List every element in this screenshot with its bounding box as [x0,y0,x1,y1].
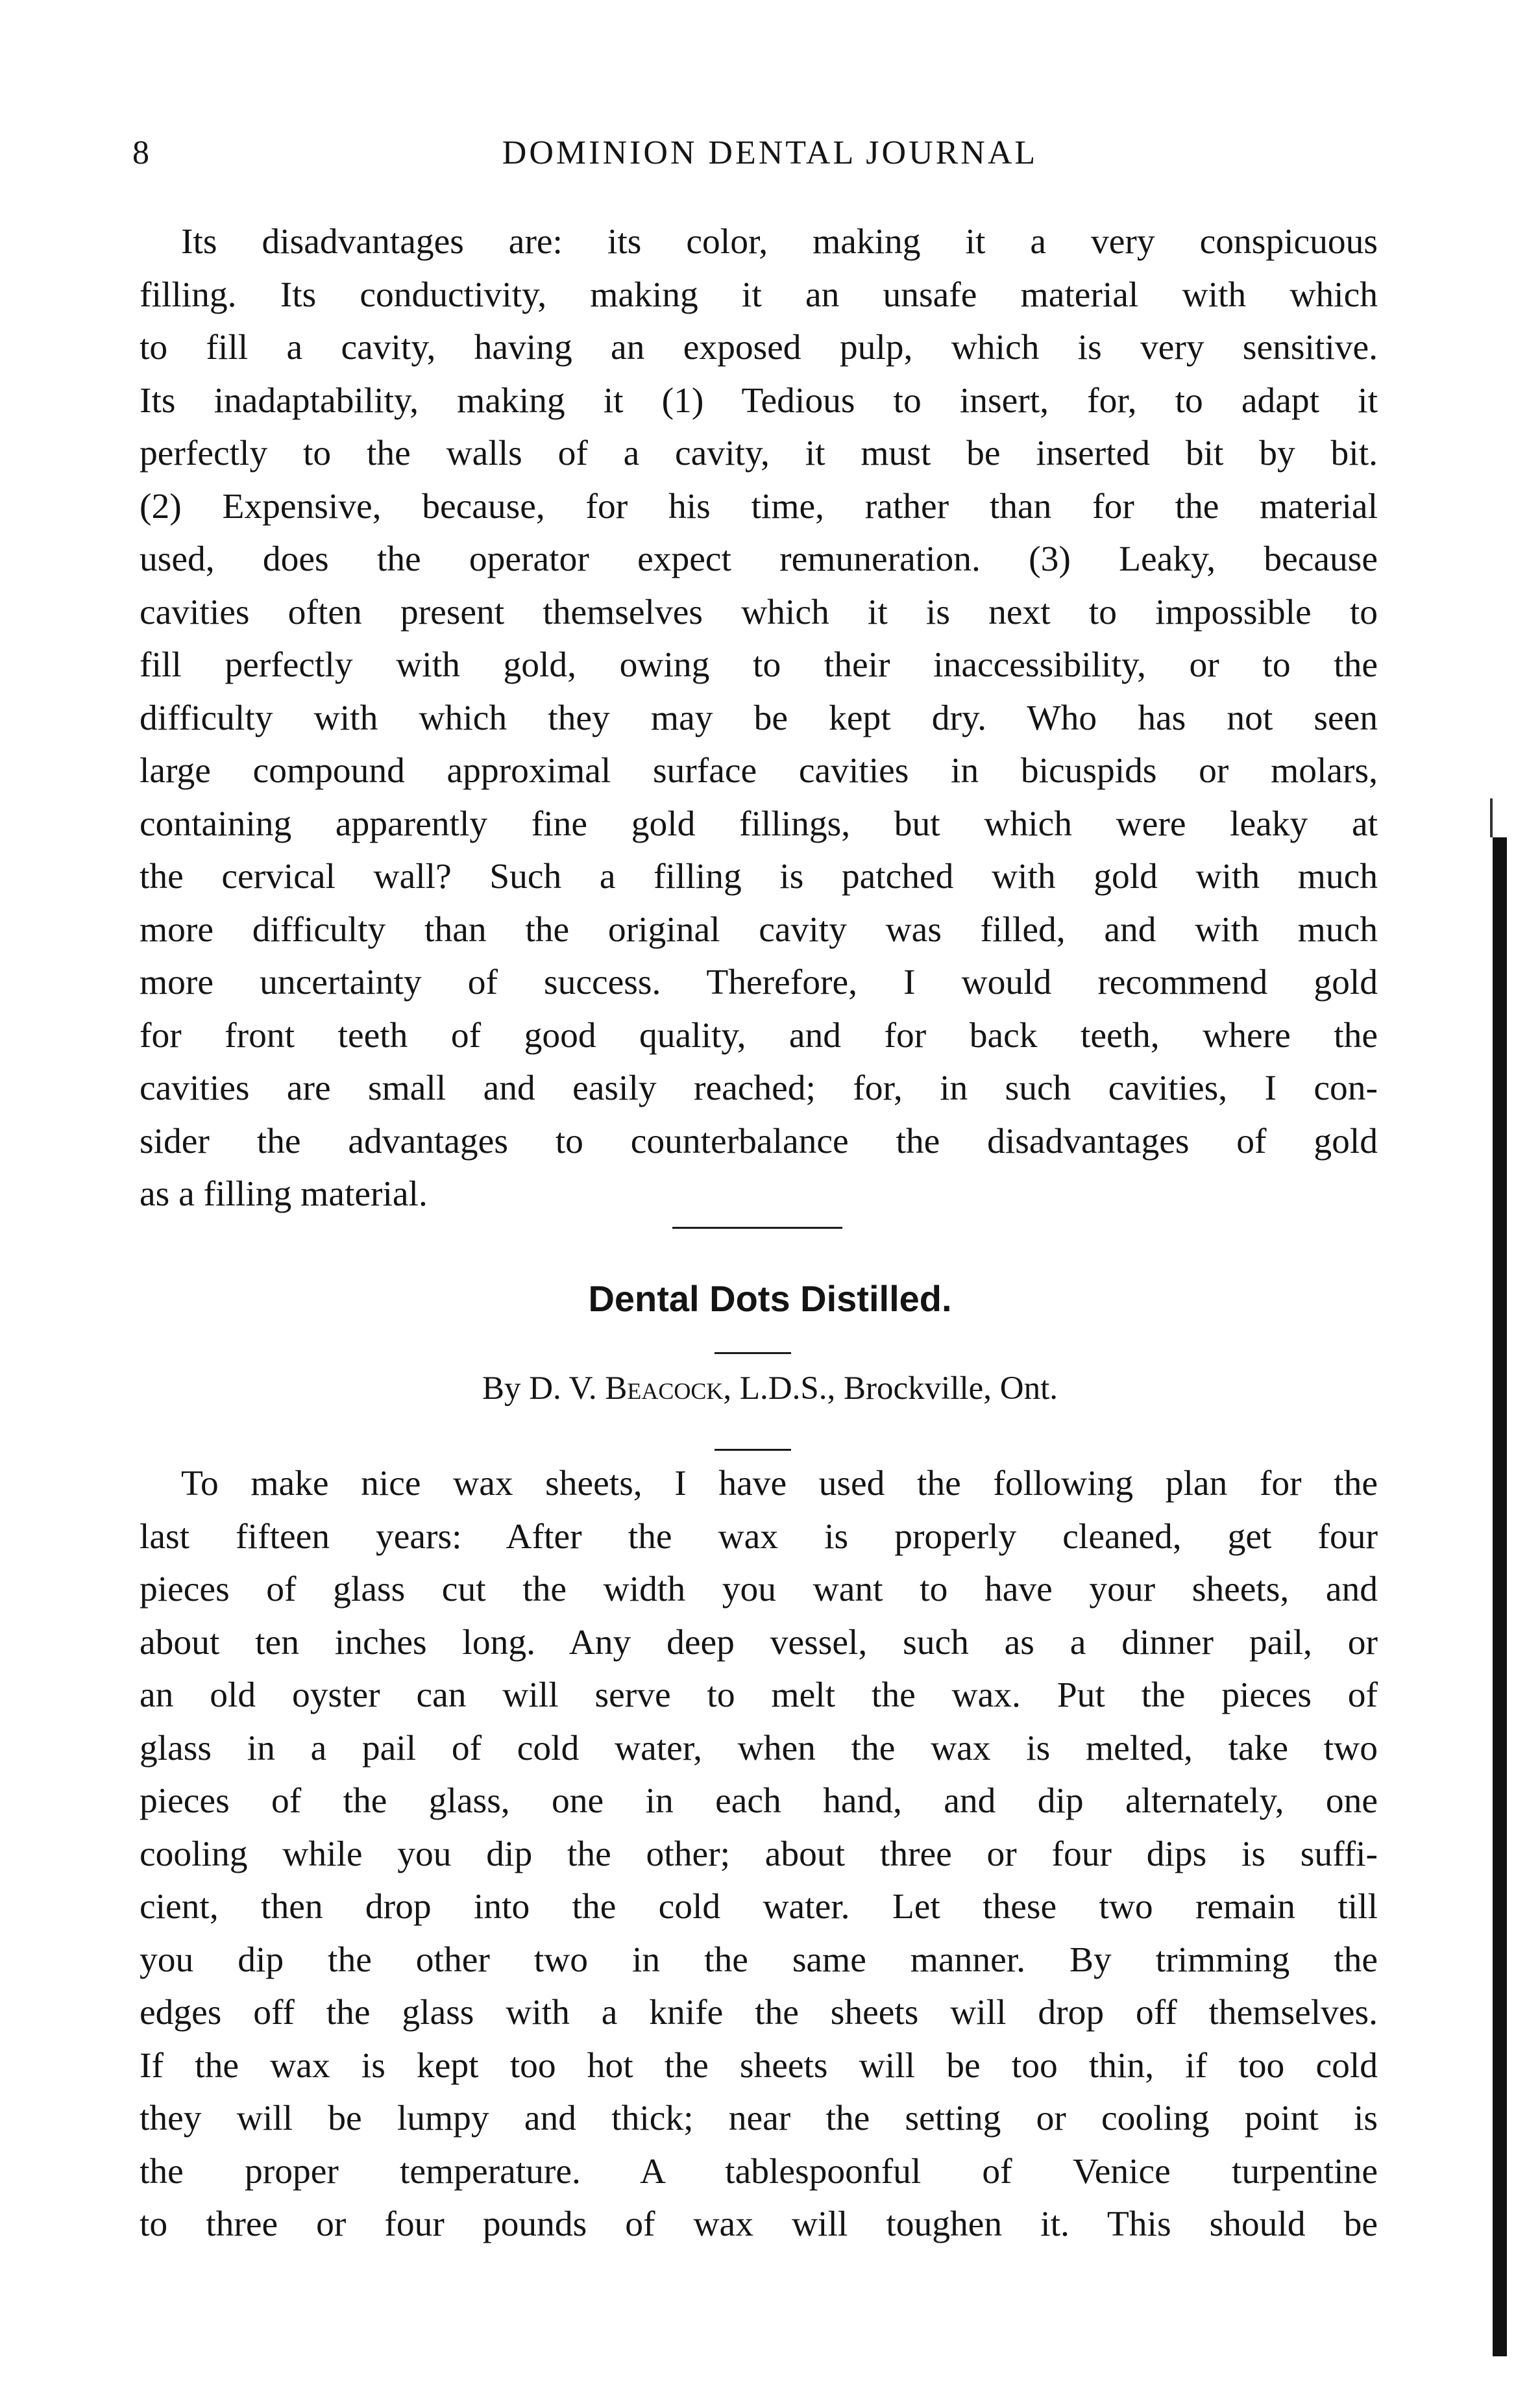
text-line: to three or four pounds of wax will toughen it. This should be [140,2204,1378,2244]
text-line: to fill a cavity, having an exposed pulp, which is very sensitive. [140,328,1378,367]
text-line: more difficulty than the original cavity was filled, and with much [140,909,1378,950]
text-line: cavities are small and easily reached; for, in such cavities, I con- [140,1068,1378,1108]
text-line: large compound approximal surface cavities in bicuspids or molars, [140,751,1378,791]
text-line: the proper temperature. A tablespoonful of Venice turpentine [140,2151,1378,2191]
text-line: the cervical wall? Such a filling is patched with gold with much [140,857,1378,896]
text-line: filling. Its conductivity, making it an unsafe material with which [140,275,1378,315]
text-line: containing apparently fine gold fillings, but which were leaky at [140,804,1378,844]
text-line: cavities often present themselves which it is next to impossible to [140,592,1378,632]
text-line: perfectly to the walls of a cavity, it must be inserted bit by bit. [140,434,1378,473]
page-number: 8 [132,134,149,171]
paragraph-gold-disadvantages [140,216,1378,1221]
text-line: To make nice wax sheets, I have used the following plan for the [181,1464,1378,1503]
text-line: glass in a pail of cold water, when the wax is melted, take two [140,1728,1378,1768]
text-line: you dip the other two in the same manner. By trimming the [140,1940,1378,1980]
text-line: as a filling material. [140,1174,428,1214]
section-divider [672,1227,842,1229]
title-underline [715,1352,791,1354]
text-line: for front teeth of good quality, and for back teeth, where the [140,1015,1378,1055]
text-line: used, does the operator expect remuneration. (3) Leaky, because [140,539,1378,579]
text-line: difficulty with which they may be kept dry. Who has not seen [140,698,1378,738]
text-line: they will be lumpy and thick; near the setting or cooling point is [140,2099,1378,2138]
text-line: Its inadaptability, making it (1) Tedious to insert, for, to adapt it [140,380,1378,421]
text-line: pieces of glass cut the width you want to have your sheets, and [140,1570,1378,1609]
text-line: cient, then drop into the cold water. Let these two remain till [140,1887,1378,1927]
text-line: edges off the glass with a knife the sheets will drop off themselves. [140,1993,1378,2032]
text-line: (2) Expensive, because, for his time, rather than for the material [140,486,1378,526]
text-line: cooling while you dip the other; about three or four dips is suffi- [140,1834,1378,1874]
text-line: Its disadvantages are: its color, making it a very conspicuous [181,222,1378,262]
running-head: DOMINION DENTAL JOURNAL [502,134,1038,171]
article-title: Dental Dots Distilled. [588,1278,952,1319]
text-line: fill perfectly with gold, owing to their inaccessibility, or to the [140,645,1378,685]
text-line: pieces of the glass, one in each hand, and dip alternately, one [140,1781,1378,1821]
byline-underline [715,1449,791,1451]
text-line: If the wax is kept too hot the sheets will be too thin, if too cold [140,2045,1378,2086]
text-line: sider the advantages to counterbalance the disadvantages of gold [140,1121,1378,1161]
text-line: last fifteen years: After the wax is properly cleaned, get four [140,1516,1378,1557]
text-line: an old oyster can will serve to melt the wax. Put the pieces of [140,1675,1378,1715]
scan-margin-line-top [1490,798,1493,837]
byline [0,1368,1540,1409]
text-line: more uncertainty of success. Therefore, I would recommend gold [140,963,1378,1002]
byline-prefix: By D. V. [482,1370,605,1407]
paragraph-wax-sheets [140,1457,1378,2251]
byline-author: Beacock [605,1370,724,1407]
text-line: about ten inches long. Any deep vessel, such as a dinner pail, or [140,1622,1378,1662]
scan-margin-bar [1493,837,1507,2356]
byline-suffix: , L.D.S., Brockville, Ont. [723,1370,1058,1407]
